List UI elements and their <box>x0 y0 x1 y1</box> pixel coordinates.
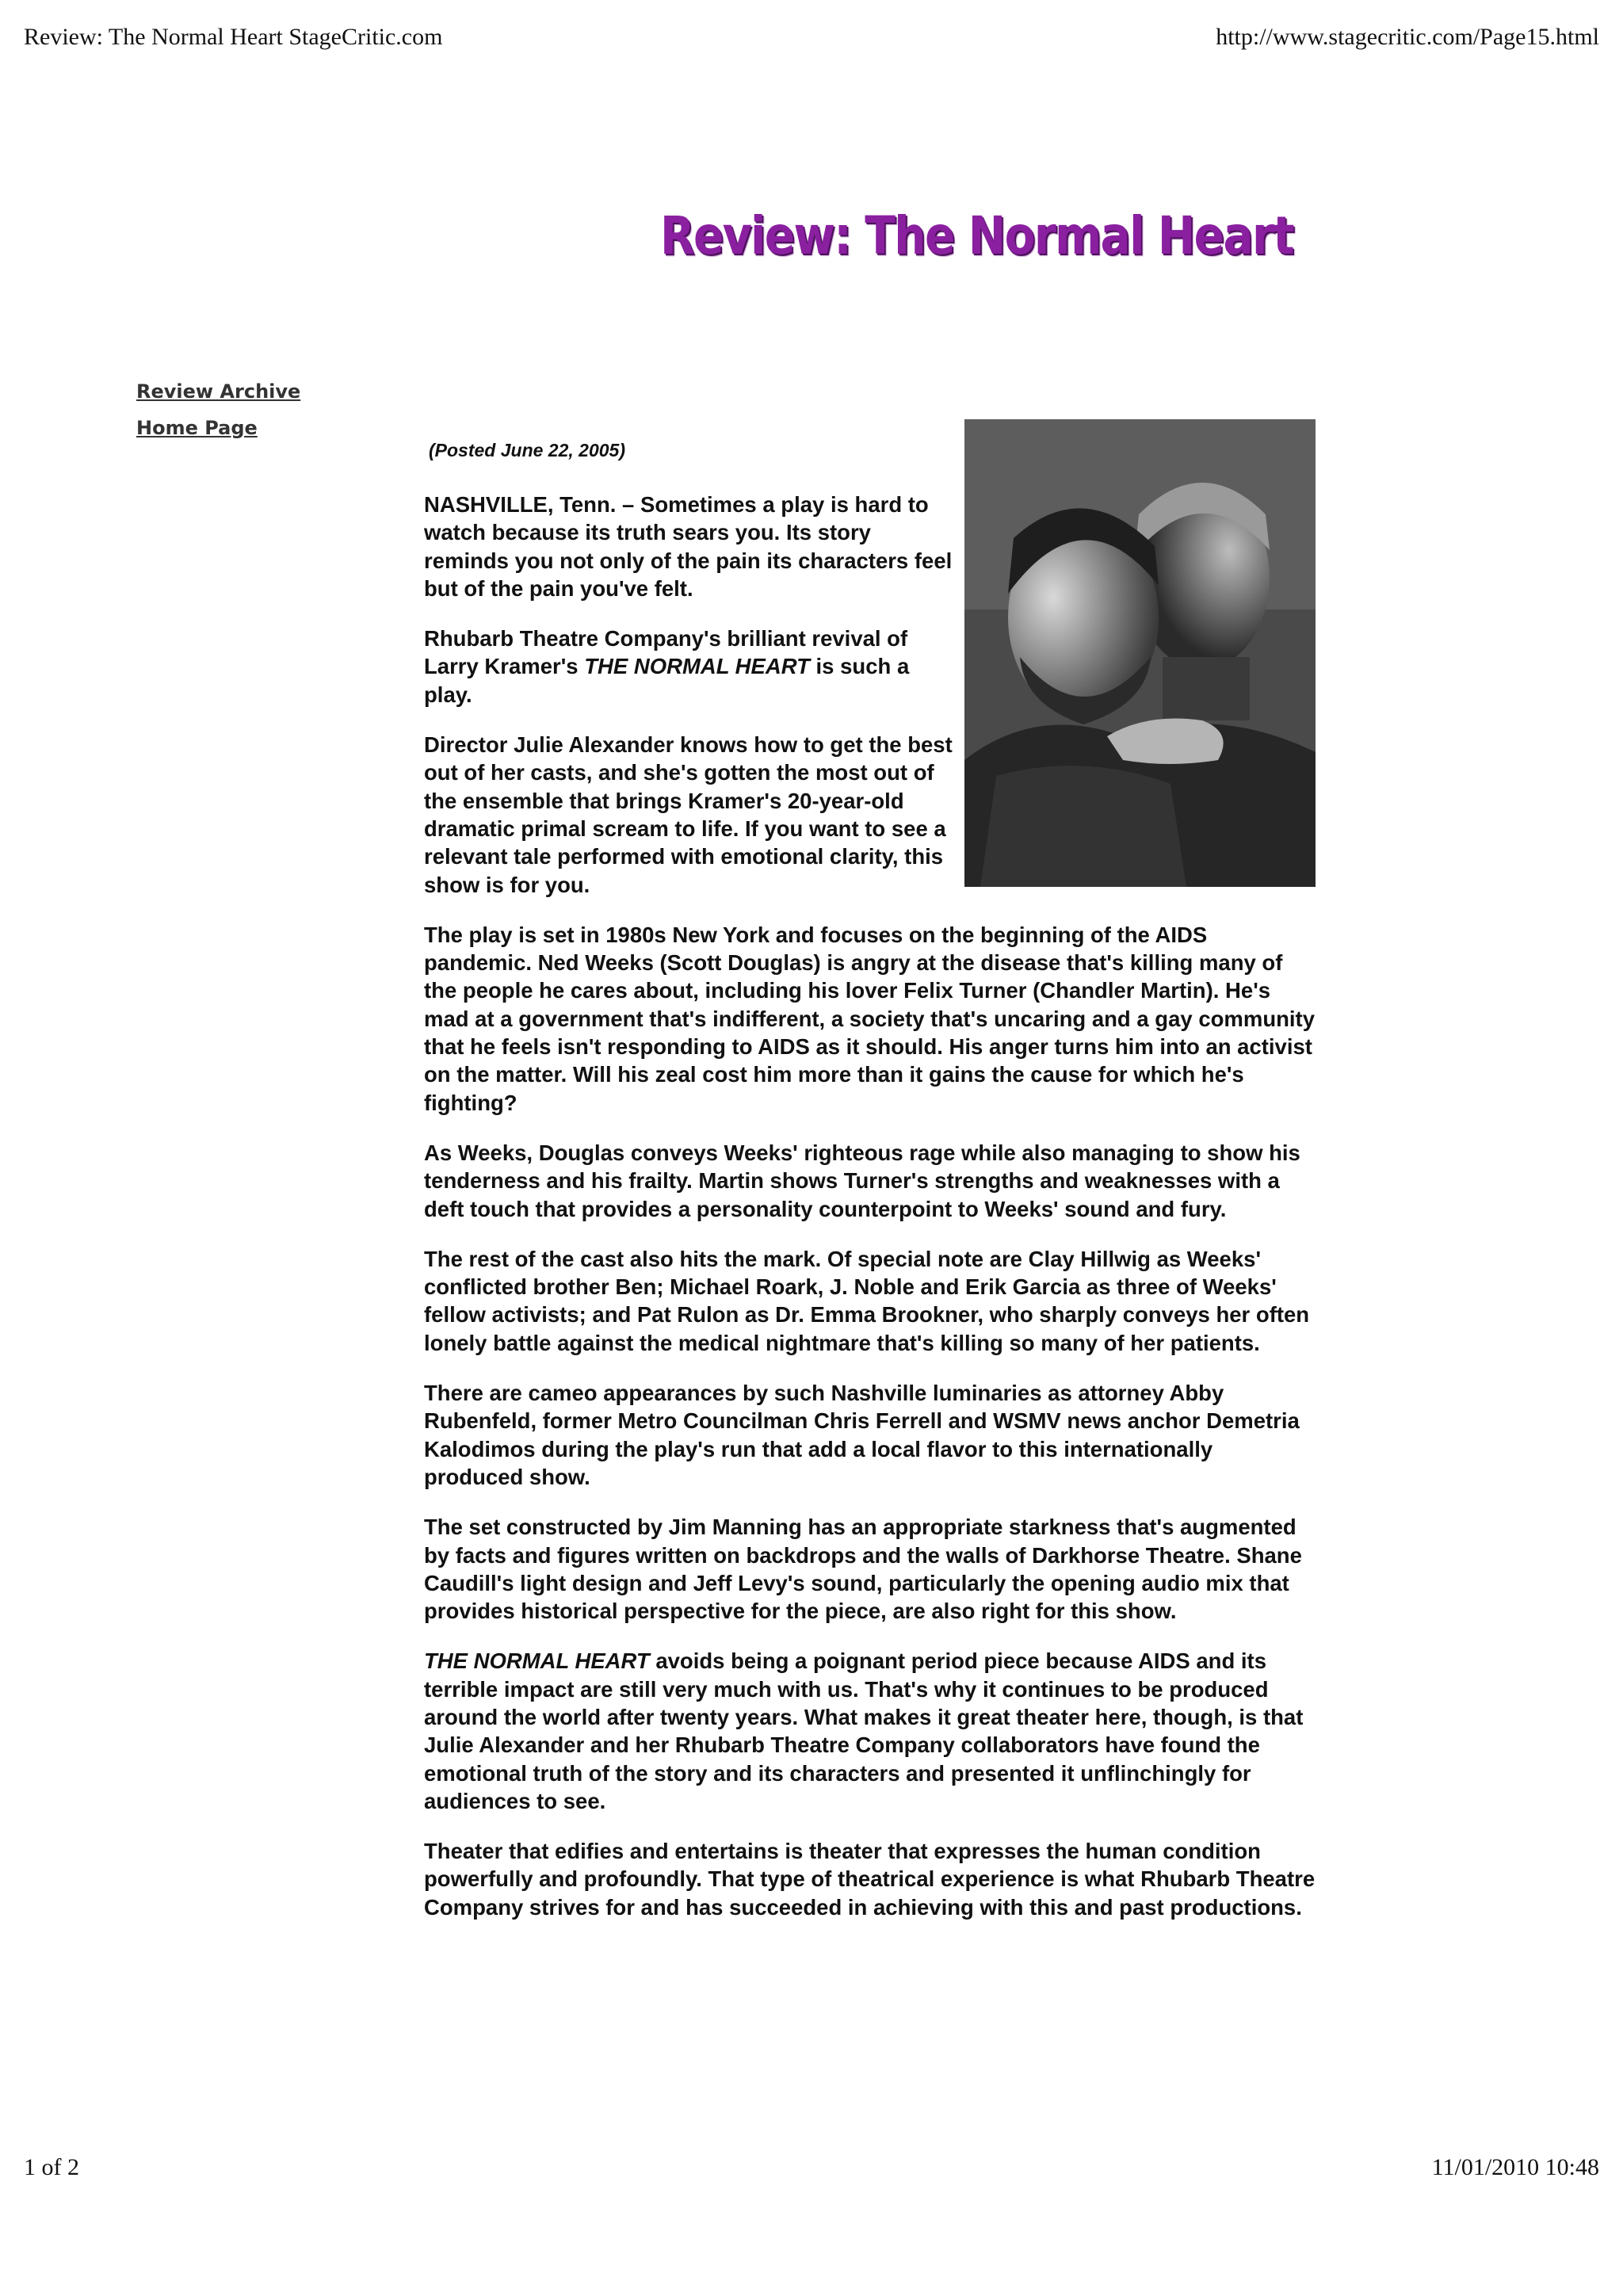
article-paragraph-4: The play is set in 1980s New York and focuses on the beginning of the AIDS pandemic. Ned Weeks (Scott Douglas) is angry at the disease that's killing many of the people he cares about, including his lover Felix Turner (Chandler Martin). He's mad at a government that's indifferent, a society that's uncaring and a gay community that he feels isn't responding to AIDS as it should. His anger turns him into an activist on the matter. Will his zeal cost him more than it gains the cause for which he's fighting? <box>424 922 1316 1115</box>
print-footer-page: 1 of 2 <box>24 2154 79 2180</box>
article-paragraph-2-lead: Rhubarb Theatre Company's brilliant revival of Larry Kramer's <box>424 626 908 679</box>
play-title-emphasis: THE NORMAL HEART <box>584 654 810 679</box>
article-body <box>424 438 1316 1943</box>
posted-date: (Posted June 22, 2005) <box>429 440 625 460</box>
article-paragraph-8: The set constructed by Jim Manning has an appropriate starkness that's augmented by facts and figures written on backdrops and the walls of Darkhorse Theatre. Shane Caudill's light design and Jeff Levy's sound, particularly the opening audio mix that provides historical perspective for the piece, are also right for this show. <box>424 1515 1302 1624</box>
print-footer <box>24 2154 1599 2186</box>
article-paragraph-3: Director Julie Alexander knows how to get the best out of her casts, and she's gotten the most out of the ensemble that brings Kramer's 20-year-old dramatic primal scream to life. If you want to see a relevant tale performed with emotional clarity, this show is for you. <box>424 732 953 897</box>
article-paragraph-10: Theater that edifies and entertains is theater that expresses the human condition powerfully and profoundly. That type of theatrical experience is what Rhubarb Theatre Company strives for and has succeeded in achieving with this and past productions. <box>424 1839 1316 1920</box>
article-paragraph-6: The rest of the cast also hits the mark. Of special note are Clay Hillwig as Weeks' conflicted brother Ben; Michael Roark, J. Noble and Erik Garcia as three of Weeks' fellow activists; and Pat Rulon as Dr. Emma Brookner, who sharply conveys her often lonely battle against the medical nightmare that's killing so many of her patients. <box>424 1246 1310 1355</box>
article-paragraph-1: NASHVILLE, Tenn. – Sometimes a play is hard to watch because its truth sears you. Its story reminds you not only of the pain its characters feel but of the pain you've felt. <box>424 492 953 601</box>
print-header <box>24 24 1599 55</box>
cast-photo-illustration <box>964 419 1316 887</box>
article-paragraph-5: As Weeks, Douglas conveys Weeks' righteous rage while also managing to show his tenderness and his frailty. Martin shows Turner's strengths and weaknesses with a deft touch that provides a personality counterpoint to Weeks' sound and fury. <box>424 1140 1300 1221</box>
play-title-emphasis: THE NORMAL HEART <box>424 1648 650 1674</box>
article-paragraph-9 <box>424 1647 1316 1815</box>
nav-link-review-archive[interactable]: Review Archive <box>136 380 301 403</box>
cast-photo <box>964 419 1316 887</box>
print-header-title: Review: The Normal Heart StageCritic.com <box>24 24 443 50</box>
nav-link-home-page[interactable]: Home Page <box>136 417 258 439</box>
print-footer-datetime: 11/01/2010 10:48 <box>1431 2154 1599 2180</box>
print-header-url[interactable]: http://www.stagecritic.com/Page15.html <box>1216 24 1599 50</box>
article-paragraph-7: There are cameo appearances by such Nashville luminaries as attorney Abby Rubenfeld, former Metro Councilman Chris Ferrell and WSMV news anchor Demetria Kalodimos during the play's run that add a local flavor to this internationally produced show. <box>424 1381 1300 1489</box>
article-paragraph-2-tail: is such a play. <box>424 654 910 707</box>
page-title: Review: The Normal Heart <box>660 205 1293 266</box>
side-nav <box>136 380 374 453</box>
article-paragraph-9-tail: avoids being a poignant period piece because AIDS and its terrible impact are still very much with us. That's why it continues to be produced around the world after twenty years. What makes it great theater here, though, is that Julie Alexander and her Rhubarb Theatre Company collaborators have found the emotional truth of the story and its characters and presented it unflinchingly for audiences to see. <box>424 1648 1304 1813</box>
